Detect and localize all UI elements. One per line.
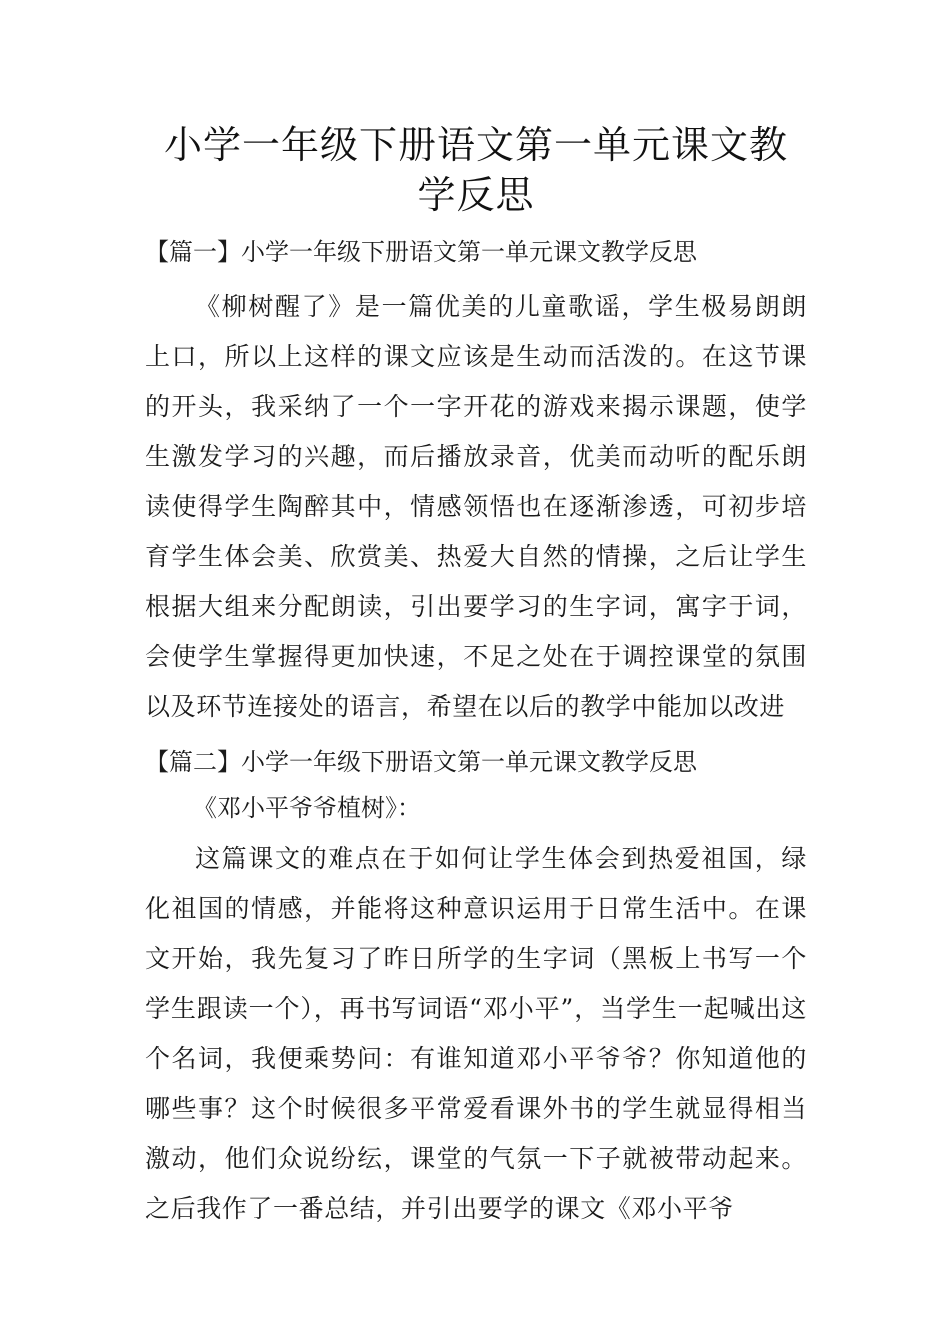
section-heading: 【篇二】小学一年级下册语文第一单元课文教学反思 <box>145 748 697 776</box>
document-page <box>145 120 807 1234</box>
document-title: 小学一年级下册语文第一单元课文教学反思 <box>163 123 788 217</box>
section-paragraph: 《柳树醒了》是一篇优美的儿童歌谣，学生极易朗朗上口，所以上这样的课文应该是生动而活泼的。在这节课的开头，我采纳了一个一字开花的游戏来揭示课题，使学生激发学习的兴趣，而后播放录音，优美而动听的配乐朗读使得学生陶醉其中，情感领悟也在逐渐渗透，可初步培育学生体会美、欣赏美、热爱大自然的情操，之后让学生根据大组来分配朗读，引出要学习的生字词，寓字于词，会使学生掌握得更加快速，不足之处在于调控课堂的氛围以及环节连接处的语言，希望在以后的教学中能加以改进 <box>145 292 807 721</box>
section-one <box>145 232 807 732</box>
section-heading: 【篇一】小学一年级下册语文第一单元课文教学反思 <box>145 238 697 266</box>
lesson-title: 《邓小平爷爷植树》： <box>193 794 421 822</box>
section-paragraph: 这篇课文的难点在于如何让学生体会到热爱祖国，绿化祖国的情感，并能将这种意识运用于日常生活中。在课文开始，我先复习了昨日所学的生字词（黑板上书写一个学生跟读一个），再书写词语“邓小平”，当学生一起喊出这个名词，我便乘势问：有谁知道邓小平爷爷？你知道他的哪些事？这个时候很多平常爱看课外书的学生就显得相当激动，他们众说纷纭，课堂的气氛一下子就被带动起来。之后我作了一番总结，并引出要学的课文《邓小平爷 <box>145 844 807 1223</box>
section-two <box>145 742 807 1234</box>
